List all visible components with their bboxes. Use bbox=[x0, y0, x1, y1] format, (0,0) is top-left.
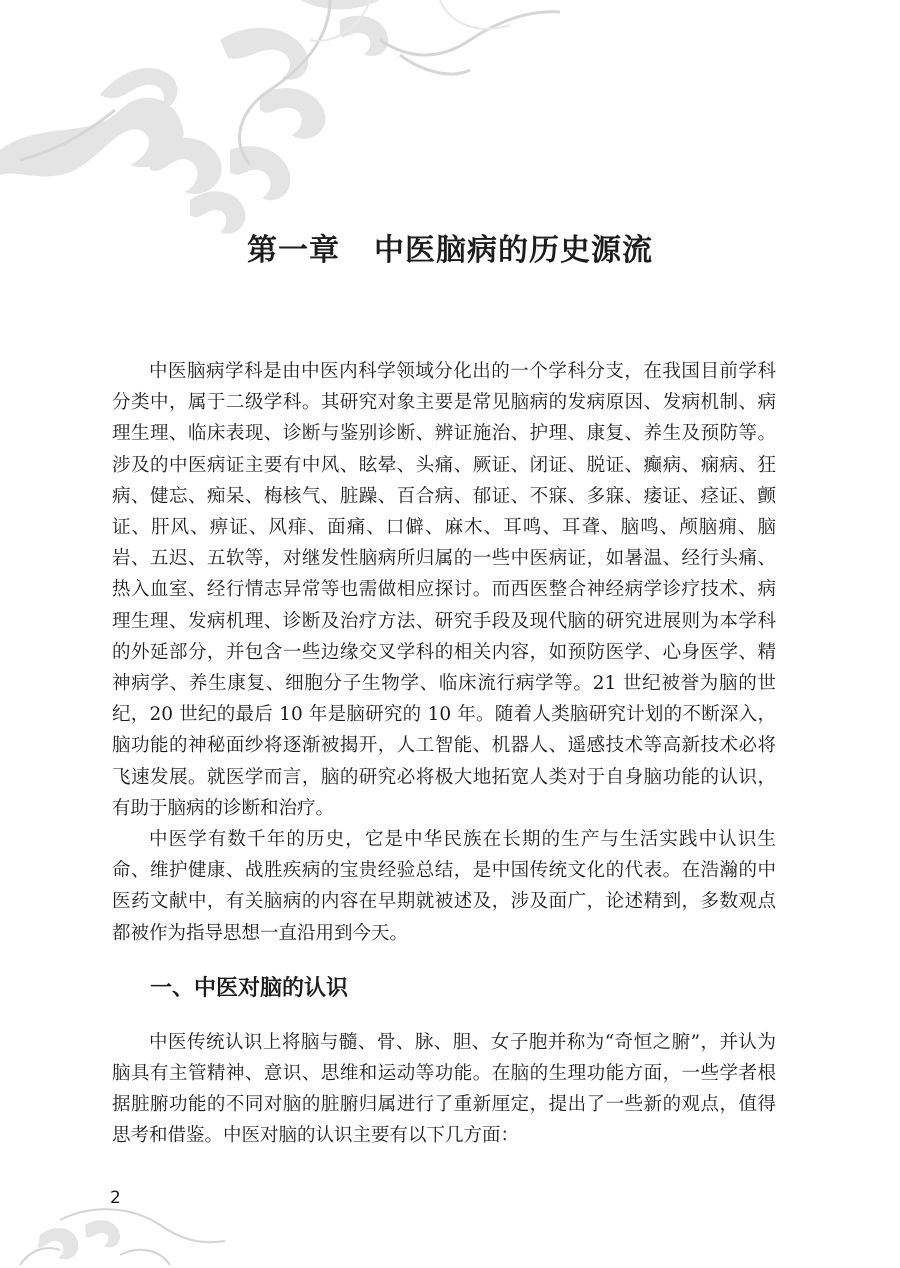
decorative-cloud-ornament-bottom bbox=[0, 1195, 240, 1268]
chapter-title-text: 中医脑病的历史源流 bbox=[374, 233, 653, 268]
section-heading: 一、中医对脑的认识 bbox=[150, 975, 349, 1001]
body-text bbox=[112, 356, 776, 1152]
paragraph-1: 中医脑病学科是由中医内科学领域分化出的一个学科分支，在我国目前学科分类中，属于二级学科。其研究对象主要是常见脑病的发病原因、发病机制、病理生理、临床表现、诊断与鉴别诊断、辨证施治、护理、康复、养生及预防等。涉及的中医病证主要有中风、眩晕、头痛、厥证、闭证、脱证、癫病、痫病、狂病、健忘、痴呆、梅核气、脏躁、百合病、郁证、不寐、多寐、痿证、痉证、颤证、肝风、痹证、风痱、面痛、口僻、麻木、耳鸣、耳聋、脑鸣、颅脑痈、脑岩、五迟、五软等，对继发性脑病所归属的一些中医病证，如暑温、经行头痛、热入血室、经行情志异常等也需做相应探讨。而西医整合神经病学诊疗技术、病理生理、发病机理、诊断及治疗方法、研究手段及现代脑的研究进展则为本学科的外延部分，并包含一些边缘交叉学科的相关内容，如预防医学、心身医学、精神病学、养生康复、细胞分子生物学、临床流行病学等。21 世纪被誉为脑的世纪，20 世纪的最后 10 年是脑研究的 10 年。随着人类脑研究计划的不断深入，脑功能的神秘面纱将逐渐被揭开，人工智能、机器人、遥感技术等高新技术必将飞速发展。就医学而言，脑的研究必将极大地拓宽人类对于自身脑功能的认识，有助于脑病的诊断和治疗。 bbox=[112, 361, 776, 819]
paragraph-2: 中医学有数千年的历史，它是中华民族在长期的生产与生活实践中认识生命、维护健康、战胜疾病的宝贵经验总结，是中国传统文化的代表。在浩瀚的中医药文献中，有关脑病的内容在早期就被述及，涉及面广，论述精到，多数观点都被作为指导思想一直沿用到今天。 bbox=[112, 829, 776, 944]
chapter-number: 第一章 bbox=[247, 233, 340, 268]
page-number: 2 bbox=[110, 1188, 121, 1208]
decorative-cloud-ornament-top bbox=[0, 0, 560, 240]
section-paragraph: 中医传统认识上将脑与髓、骨、脉、胆、女子胞并称为“奇恒之腑”，并认为脑具有主管精神、意识、思维和运动等功能。在脑的生理功能方面，一些学者根据脏腑功能的不同对脑的脏腑归属进行了重新厘定，提出了一些新的观点，值得思考和借鉴。中医对脑的认识主要有以下几方面： bbox=[112, 1031, 776, 1147]
chapter-title bbox=[0, 226, 900, 276]
